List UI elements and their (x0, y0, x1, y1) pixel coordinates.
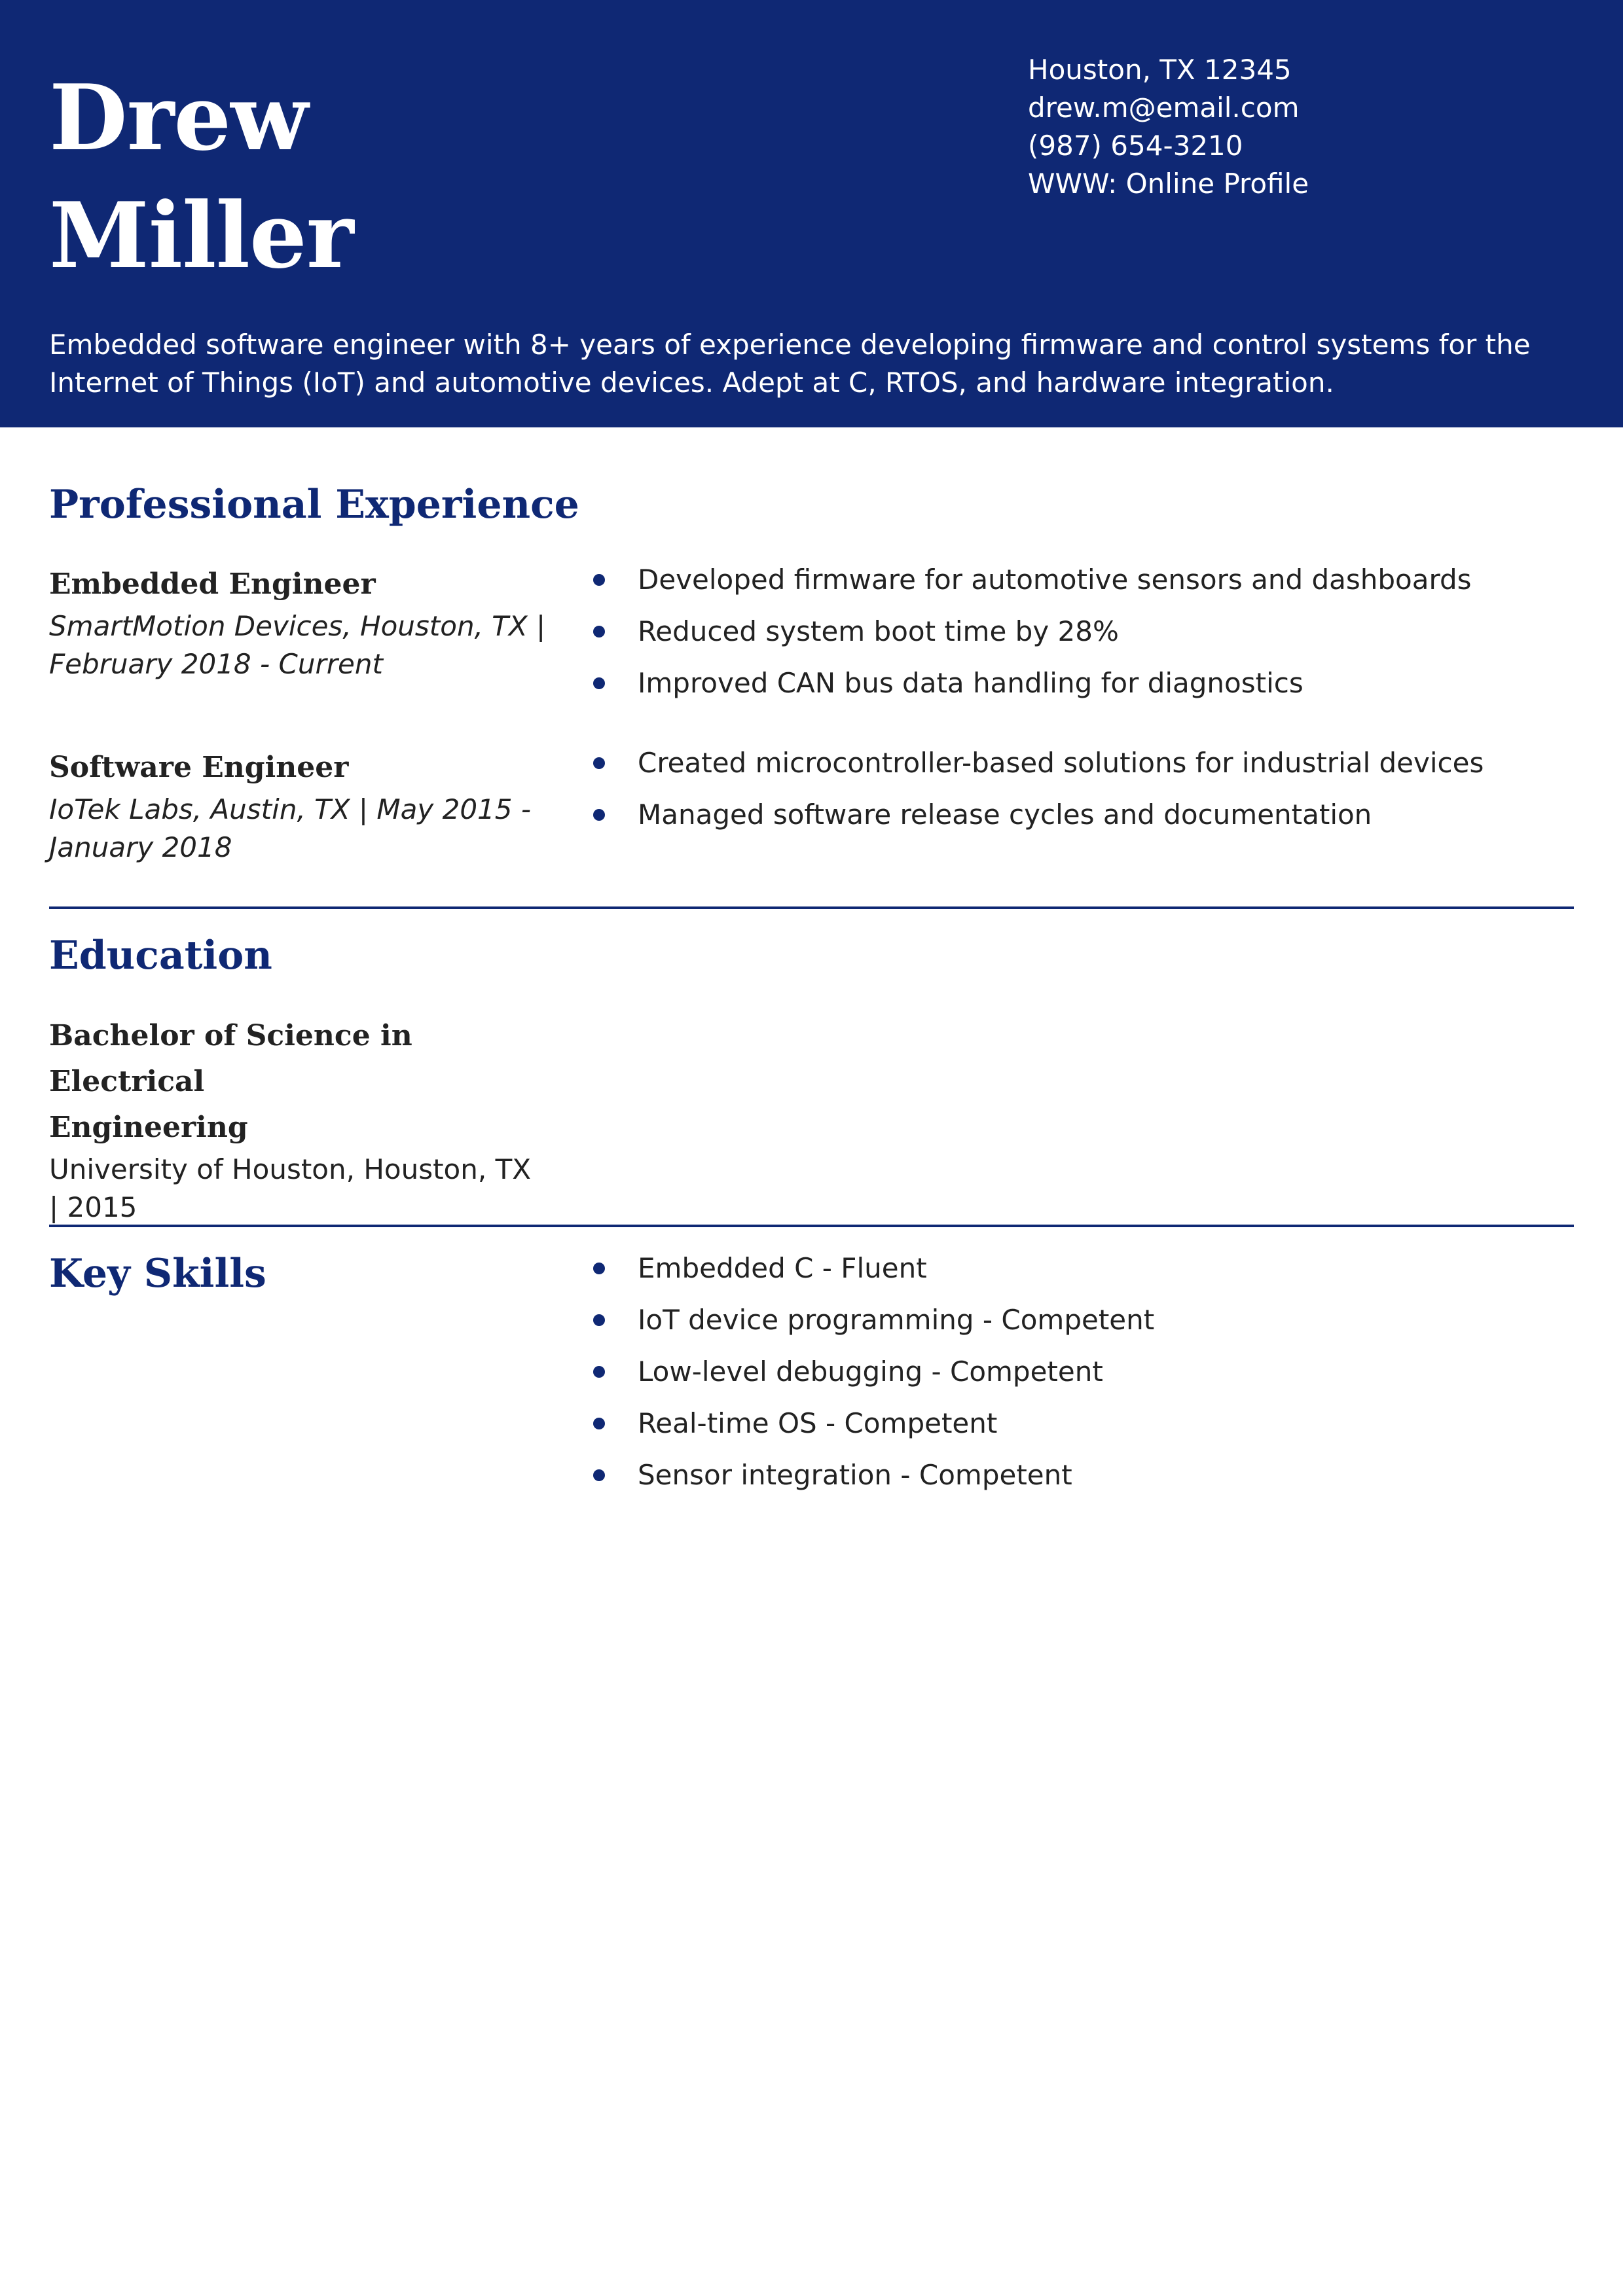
skills-list (589, 1242, 1154, 1501)
first-name: Drew (49, 64, 308, 171)
job-2-location-date: , Austin, TX | May 2015 - (192, 793, 531, 825)
bullet-icon (593, 757, 605, 769)
list-item: Managed software release cycles and documentation (589, 789, 1484, 840)
school-line-2: | 2015 (49, 1191, 137, 1223)
contact-info (1028, 51, 1309, 203)
school-line-1: University of Houston, Houston, TX (49, 1153, 532, 1185)
job-1-bullets (589, 554, 1472, 709)
bullet-icon (593, 1314, 605, 1326)
education-section-title: Education (49, 933, 272, 978)
bullet-icon (593, 574, 605, 586)
contact-phone: (987) 654-3210 (1028, 130, 1243, 162)
list-item: Reduced system boot time by 28% (589, 605, 1472, 657)
contact-email[interactable]: drew.m@email.com (1028, 92, 1300, 124)
list-item: Sensor integration - Competent (589, 1449, 1154, 1501)
job-1-header (49, 562, 560, 683)
education-entry (49, 1013, 560, 1227)
list-item: Real-time OS - Competent (589, 1397, 1154, 1449)
bullet-icon (593, 1366, 605, 1378)
contact-address: Houston, TX 12345 (1028, 54, 1292, 86)
list-item: Low-level debugging - Competent (589, 1346, 1154, 1397)
skills-section-title: Key Skills (49, 1251, 266, 1297)
list-item: IoT device programming - Competent (589, 1294, 1154, 1346)
job-2-dates: January 2018 (49, 831, 232, 863)
job-1-company: SmartMotion Devices (49, 610, 343, 642)
bullet-icon (593, 1263, 605, 1274)
job-1-title: Embedded Engineer (49, 567, 376, 601)
job-2-title: Software Engineer (49, 751, 349, 784)
degree-line-2: Engineering (49, 1111, 248, 1144)
resume-header (0, 0, 1623, 427)
experience-section-title: Professional Experience (49, 482, 579, 528)
bullet-icon (593, 1469, 605, 1481)
job-1-details (49, 607, 560, 645)
bullet-icon (593, 1418, 605, 1429)
list-item: Developed firmware for automotive sensors and dashboards (589, 554, 1472, 605)
job-2-company: IoTek Labs (49, 793, 193, 825)
list-item: Improved CAN bus data handling for diagnostics (589, 657, 1472, 709)
professional-summary: Embedded software engineer with 8+ years of experience developing firmware and control systems for the Internet of Things (IoT) and automotive devices. Adept at C, RTOS, and hardware integration. (49, 329, 1531, 399)
contact-website[interactable]: WWW: Online Profile (1028, 168, 1309, 200)
job-2-header (49, 745, 560, 867)
job-2-details (49, 791, 560, 829)
bullet-icon (593, 626, 605, 637)
section-divider (49, 1225, 1574, 1227)
job-1-location-date: , Houston, TX | (342, 610, 546, 642)
candidate-name (49, 59, 354, 295)
bullet-icon (593, 677, 605, 689)
section-divider (49, 906, 1574, 909)
last-name: Miller (49, 182, 354, 289)
degree-line-1: Bachelor of Science in Electrical (49, 1019, 412, 1098)
list-item: Embedded C - Fluent (589, 1242, 1154, 1294)
bullet-icon (593, 809, 605, 821)
job-2-bullets (589, 737, 1484, 840)
list-item: Created microcontroller-based solutions for industrial devices (589, 737, 1484, 789)
job-1-dates: February 2018 - Current (49, 648, 383, 680)
